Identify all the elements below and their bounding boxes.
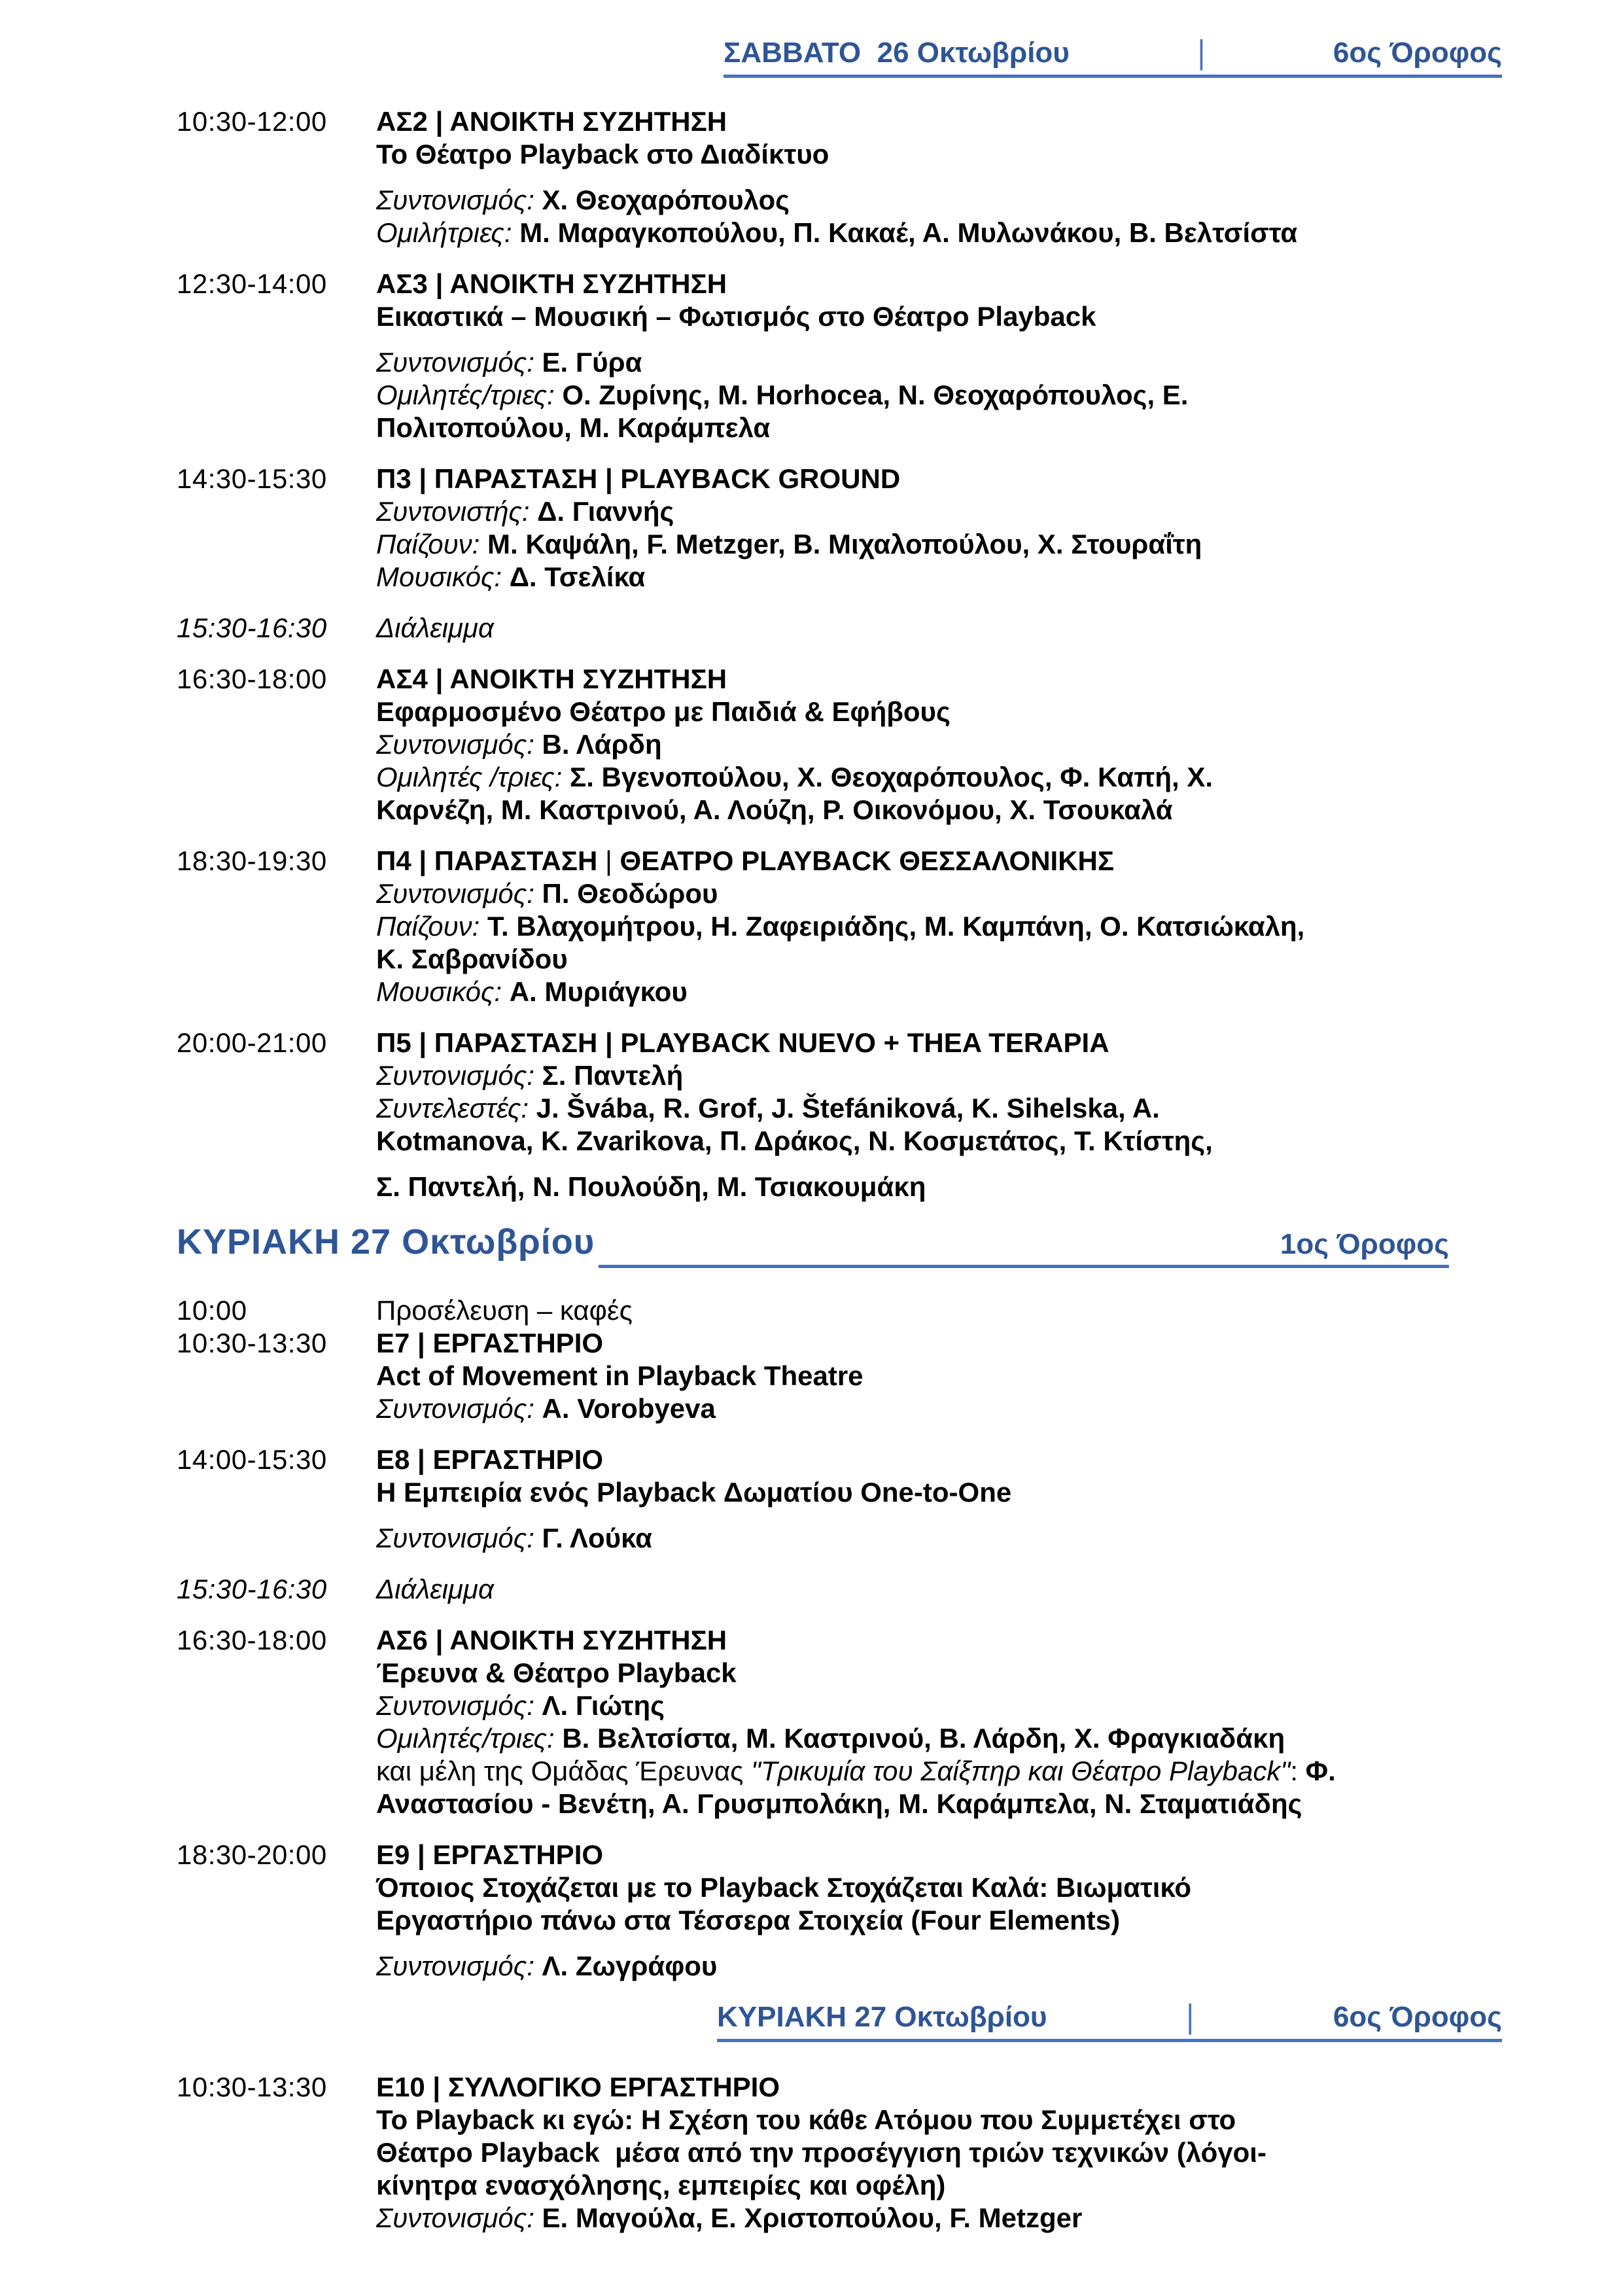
banner-day-label: ΚΥΡΙΑΚΗ 27 Οκτωβρίου	[177, 1222, 595, 1262]
time-cell: 10:30-13:30	[177, 1328, 327, 1358]
text-line	[376, 943, 1502, 976]
text-segment: Λ. Γιώτης	[542, 1690, 665, 1721]
text-line	[376, 1573, 1502, 1606]
day-banner-sunday-6th-floor	[717, 1998, 1502, 2042]
text-line	[376, 794, 1502, 826]
text-line	[376, 495, 1502, 528]
text-segment: Συντονισμός:	[376, 1393, 542, 1424]
line-gap	[376, 333, 1502, 346]
text-segment: Σ. Παντελή, Ν. Πουλούδη, Μ. Τσιακουμάκη	[376, 1171, 926, 1202]
text-segment: Συντελεστές:	[376, 1093, 536, 1123]
banner-separator: |	[1186, 1998, 1194, 2036]
text-segment: Β. Βελτσίστα, Μ. Καστρινού, Β. Λάρδη, Χ. Φραγκιαδάκη	[562, 1723, 1285, 1754]
text-segment: Ε. Μαγούλα, Ε. Χριστοπούλου, F. Metzger	[542, 2202, 1083, 2233]
schedule-sunday-1st-floor	[177, 1294, 1502, 1983]
banner-floor-label: 6ος Όροφος	[1333, 2001, 1502, 2033]
text-line	[376, 910, 1502, 943]
text-segment: Ομιλητές/τριες:	[376, 380, 563, 410]
time-cell: 16:30-18:00	[177, 1625, 327, 1655]
schedule-row	[177, 463, 1502, 593]
schedule-row	[177, 612, 1502, 645]
text-segment: Συντονιστής:	[376, 496, 538, 527]
time-cell: 15:30-16:30	[177, 1574, 327, 1604]
text-segment: κίνητρα ενασχόλησης, εμπειρίες και οφέλη)	[376, 2170, 946, 2200]
schedule-row	[177, 1443, 1502, 1555]
text-segment: και μέλη της Ομάδας Έρευνας	[376, 1756, 752, 1786]
text-line	[376, 976, 1502, 1008]
schedule-row	[177, 1027, 1502, 1203]
text-segment: J. Švába, R. Grof, J. Štefániková, K. Sihelska, A.	[536, 1093, 1160, 1123]
schedule-row	[177, 663, 1502, 826]
text-line	[376, 1059, 1502, 1092]
text-segment: Kotmanova, K. Zvarikova, Π. Δράκος, Ν. Κοσμετάτος, Τ. Κτίστης,	[376, 1125, 1213, 1156]
schedule-row	[177, 1294, 1502, 1327]
time-cell: 18:30-20:00	[177, 1839, 327, 1870]
text-line	[376, 1788, 1502, 1820]
text-segment: Ε8 | ΕΡΓΑΣΤΗΡΙΟ	[376, 1444, 604, 1475]
schedule-sunday-6th-floor	[177, 2071, 1502, 2234]
text-segment: Η Εμπειρία ενός Playback Δωματίου One-to-One	[376, 1477, 1012, 1508]
text-line	[376, 412, 1502, 444]
time-cell: 15:30-16:30	[177, 612, 327, 643]
day-banner-saturday	[724, 34, 1502, 78]
text-segment: Α. Μυριάγκου	[509, 976, 688, 1007]
text-segment: Όποιος Στοχάζεται με το Playback Στοχάζεται Καλά: Βιωματικό	[376, 1872, 1192, 1903]
text-line	[376, 696, 1502, 728]
text-line	[376, 877, 1502, 910]
text-segment: Εφαρμοσμένο Θέατρο με Παιδιά & Εφήβους	[376, 696, 951, 727]
text-segment: Π3 | ΠΑΡΑΣΤΑΣΗ | PLAYBACK GROUND	[376, 463, 901, 494]
text-segment: ΑΣ4 | ΑΝΟΙΚΤΗ ΣΥΖΗΤΗΣΗ	[376, 663, 727, 694]
text-segment: Μ. Μαραγκοπούλου, Π. Κακαέ, Α. Μυλωνάκου, Β. Βελτσίστα	[519, 217, 1298, 248]
text-line	[376, 1392, 1502, 1425]
time-cell: 10:00	[177, 1295, 247, 1326]
time-cell: 14:00-15:30	[177, 1444, 327, 1475]
content-cell	[376, 1573, 1502, 1606]
text-segment: Παίζουν:	[376, 529, 488, 559]
text-line	[376, 663, 1502, 696]
text-segment: ΑΣ6 | ΑΝΟΙΚΤΗ ΣΥΖΗΤΗΣΗ	[376, 1625, 727, 1655]
text-line	[376, 1722, 1502, 1755]
text-segment: Ε. Γύρα	[542, 347, 642, 378]
time-cell: 18:30-19:30	[177, 845, 327, 876]
text-segment: Ε10 | ΣΥΛΛΟΓΙΚΟ ΕΡΓΑΣΤΗΡΙΟ	[376, 2072, 780, 2102]
schedule-row	[177, 1624, 1502, 1820]
schedule-row	[177, 1839, 1502, 1983]
text-line	[376, 1839, 1502, 1871]
text-segment: ΘΕΑΤΡΟ PLAYBACK ΘΕΣΣΑΛΟΝΙΚΗΣ	[620, 845, 1115, 876]
schedule-row	[177, 105, 1502, 249]
content-cell	[376, 268, 1502, 444]
content-cell	[376, 2071, 1502, 2234]
text-segment: Χ. Θεοχαρόπουλος	[542, 185, 790, 215]
line-gap	[376, 1509, 1502, 1522]
content-cell	[376, 663, 1502, 826]
text-segment: Κ. Σαβρανίδου	[376, 944, 568, 974]
content-cell	[376, 1624, 1502, 1820]
text-segment: Λ. Ζωγράφου	[542, 1951, 718, 1981]
text-line	[376, 300, 1502, 333]
content-cell	[376, 1443, 1502, 1555]
content-cell	[376, 1327, 1502, 1425]
content-cell	[376, 105, 1502, 249]
text-segment: :	[1290, 1756, 1306, 1786]
text-segment: Συντονισμός:	[376, 878, 542, 909]
text-segment: Σ. Βγενοπούλου, Χ. Θεοχαρόπουλος, Φ. Καπή, Χ.	[570, 762, 1213, 792]
text-segment: Συντονισμός:	[376, 185, 542, 215]
text-segment: Φ.	[1305, 1756, 1336, 1786]
text-line	[376, 346, 1502, 379]
line-gap	[376, 171, 1502, 184]
text-line	[376, 2104, 1502, 2136]
text-segment: "Τρικυμία του Σαίξπηρ και Θέατρο Playback"	[751, 1756, 1291, 1786]
text-segment: Act of Movement in Playback Theatre	[376, 1360, 864, 1391]
text-segment: Παίζουν:	[376, 911, 488, 942]
text-segment: Διάλειμμα	[376, 612, 494, 643]
text-segment: Ε9 | ΕΡΓΑΣΤΗΡΙΟ	[376, 1839, 604, 1870]
text-segment: ΑΣ3 | ΑΝΟΙΚΤΗ ΣΥΖΗΤΗΣΗ	[376, 268, 727, 299]
text-segment: Συντονισμός:	[376, 1951, 542, 1981]
schedule-row	[177, 1327, 1502, 1425]
text-segment: Διάλειμμα	[376, 1574, 494, 1604]
text-line	[376, 105, 1502, 138]
text-line	[376, 463, 1502, 495]
text-segment: Συντονισμός:	[376, 729, 542, 760]
text-segment: Μουσικός:	[376, 976, 510, 1007]
content-cell	[376, 1027, 1502, 1203]
line-gap	[376, 1157, 1502, 1171]
text-line	[376, 138, 1502, 171]
text-line	[376, 268, 1502, 300]
text-segment: ΑΣ2 | ΑΝΟΙΚΤΗ ΣΥΖΗΤΗΣΗ	[376, 106, 727, 137]
time-cell: 10:30-12:00	[177, 106, 327, 137]
text-line	[376, 561, 1502, 593]
text-segment: Δ. Τσελίκα	[509, 561, 646, 592]
content-cell	[376, 1294, 1502, 1327]
text-line	[376, 217, 1502, 249]
text-segment: Εικαστικά – Μουσική – Φωτισμός στο Θέατρο Playback	[376, 301, 1096, 332]
text-line	[376, 1027, 1502, 1059]
text-segment: Ομιλητές/τριες:	[376, 1723, 563, 1754]
text-line	[376, 379, 1502, 412]
text-line	[376, 2169, 1502, 2202]
content-cell	[376, 463, 1502, 593]
text-line	[376, 1125, 1502, 1157]
text-segment: Πολιτοπούλου, Μ. Καράμπελα	[376, 412, 771, 443]
text-segment: Θέατρο Playback μέσα από την προσέγγιση τριών τεχνικών (λόγοι-	[376, 2137, 1266, 2168]
banner-day-label: ΣΑΒΒΑΤΟ 26 Οκτωβρίου	[724, 37, 1070, 69]
text-line	[376, 1624, 1502, 1657]
text-line	[376, 845, 1502, 877]
text-segment: Γ. Λούκα	[542, 1523, 652, 1553]
text-line	[376, 1294, 1502, 1327]
text-line	[376, 1657, 1502, 1689]
text-segment: Προσέλευση – καφές	[376, 1295, 633, 1326]
content-cell	[376, 845, 1502, 1008]
text-line	[376, 1360, 1502, 1392]
text-segment: Συντονισμός:	[376, 1690, 542, 1721]
time-cell: 16:30-18:00	[177, 663, 327, 694]
text-line	[376, 1443, 1502, 1476]
text-segment: Το Playback κι εγώ: Η Σχέση του κάθε Ατόμου που Συμμετέχει στο	[376, 2104, 1236, 2135]
text-segment: Ε7 | ΕΡΓΑΣΤΗΡΙΟ	[376, 1328, 604, 1358]
text-line	[376, 1092, 1502, 1125]
text-line	[376, 184, 1502, 217]
banner-separator: |	[1197, 34, 1206, 71]
text-segment: Το Θέατρο Playback στο Διαδίκτυο	[376, 139, 829, 169]
text-segment: |	[604, 845, 620, 876]
text-segment: Ομιλητές /τριες:	[376, 762, 570, 792]
text-segment: Εργαστήριο πάνω στα Τέσσερα Στοιχεία (Four Elements)	[376, 1905, 1121, 1935]
text-segment: Έρευνα & Θέατρο Playback	[376, 1657, 737, 1688]
time-cell: 20:00-21:00	[177, 1027, 327, 1058]
text-line	[376, 1689, 1502, 1722]
text-segment: Συντονισμός:	[376, 1523, 542, 1553]
text-line	[376, 761, 1502, 794]
text-segment: Αναστασίου - Βενέτη, Α. Γρυσμπολάκη, Μ. Καράμπελα, Ν. Σταματιάδης	[376, 1788, 1302, 1819]
text-line	[376, 612, 1502, 645]
time-cell: 12:30-14:00	[177, 268, 327, 299]
text-segment: Σ. Παντελή	[542, 1060, 684, 1091]
text-segment: Συντονισμός:	[376, 1060, 542, 1091]
text-line	[376, 1476, 1502, 1509]
text-line	[376, 1950, 1502, 1983]
text-segment: Π. Θεοδώρου	[542, 878, 718, 909]
text-segment: Ο. Ζυρίνης, Μ. Horhocea, Ν. Θεοχαρόπουλος, Ε.	[562, 380, 1189, 410]
text-segment: Συντονισμός:	[376, 2202, 542, 2233]
text-segment: Δ. Γιαννής	[537, 496, 674, 527]
text-line	[376, 2136, 1502, 2169]
content-cell	[376, 612, 1502, 645]
text-segment: Καρνέζη, Μ. Καστρινού, Α. Λούζη, Ρ. Οικονόμου, Χ. Τσουκαλά	[376, 794, 1173, 825]
schedule-row	[177, 1573, 1502, 1606]
schedule-row	[177, 2071, 1502, 2234]
text-line	[376, 728, 1502, 761]
banner-floor-label: 1ος Όροφος	[1280, 1228, 1449, 1260]
banner-underline	[599, 1228, 1449, 1268]
text-segment: Ομιλήτριες:	[376, 217, 520, 248]
time-cell: 14:30-15:30	[177, 463, 327, 494]
schedule-row	[177, 268, 1502, 444]
text-line	[376, 1327, 1502, 1360]
text-line	[376, 528, 1502, 561]
text-line	[376, 1755, 1502, 1788]
text-line	[376, 1522, 1502, 1555]
text-segment: Π5 | ΠΑΡΑΣΤΑΣΗ | PLAYBACK NUEVO + THEA TERAPIA	[376, 1027, 1109, 1058]
text-segment: Τ. Βλαχομήτρου, Η. Ζαφειριάδης, Μ. Καμπάνη, Ο. Κατσιώκαλη,	[487, 911, 1305, 942]
content-cell	[376, 1839, 1502, 1983]
text-line	[376, 1871, 1502, 1904]
schedule-saturday	[177, 105, 1502, 1203]
text-segment: A. Vorobyeva	[542, 1393, 716, 1424]
text-line	[376, 1171, 1502, 1203]
text-line	[376, 2202, 1502, 2234]
line-gap	[376, 1937, 1502, 1950]
day-banner-sunday-1st-floor	[177, 1222, 1449, 1268]
text-line	[376, 1904, 1502, 1937]
banner-floor-label: 6ος Όροφος	[1333, 37, 1502, 69]
banner-day-label: ΚΥΡΙΑΚΗ 27 Οκτωβρίου	[717, 2001, 1047, 2033]
text-segment: Συντονισμός:	[376, 347, 542, 378]
text-segment: Μ. Καψάλη, F. Metzger, Β. Μιχαλοπούλου, Χ. Στουραΐτη	[487, 529, 1202, 559]
time-cell: 10:30-13:30	[177, 2072, 327, 2102]
text-segment: Μουσικός:	[376, 561, 510, 592]
schedule-row	[177, 845, 1502, 1008]
text-segment: Π4 | ΠΑΡΑΣΤΑΣΗ	[376, 845, 605, 876]
text-line	[376, 2071, 1502, 2104]
text-segment: Β. Λάρδη	[542, 729, 662, 760]
